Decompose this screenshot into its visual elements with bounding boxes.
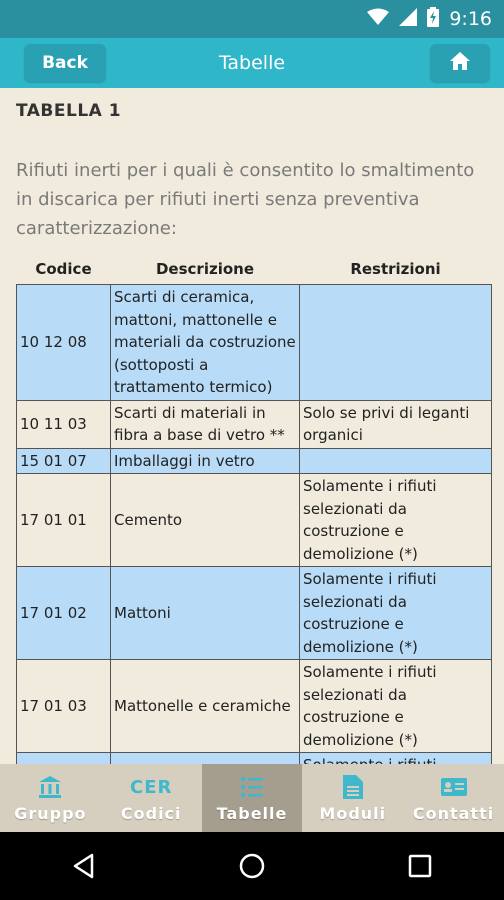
nav-item-tabelle[interactable] <box>202 764 303 832</box>
page-title: Tabelle <box>218 52 286 74</box>
status-bar <box>0 0 504 38</box>
cell-descrizione: Mattonelle e ceramiche <box>111 660 300 753</box>
cell-restrizioni: Solamente i rifiuti selezionati da costruzione e demolizione (*) <box>300 474 492 567</box>
column-header-codice: Codice <box>35 260 92 278</box>
cell-descrizione: Cemento <box>111 474 300 567</box>
nav-label: Moduli <box>319 804 387 823</box>
cell-descrizione: Scarti di materiali in fibra a base di vetro ** <box>111 400 300 448</box>
list-icon <box>240 774 264 800</box>
nav-item-contatti[interactable] <box>403 764 504 832</box>
bank-icon <box>38 774 62 800</box>
nav-item-gruppo[interactable] <box>0 764 101 832</box>
table-row <box>17 285 492 401</box>
back-button[interactable]: Back <box>24 44 106 82</box>
table-header-row <box>17 254 492 285</box>
cell-restrizioni <box>300 448 492 474</box>
nav-item-codici[interactable] <box>101 764 202 832</box>
cell-codice: 15 01 07 <box>17 448 111 474</box>
battery-icon <box>427 7 439 32</box>
contact-card-icon <box>440 774 468 800</box>
cell-signal-icon <box>399 8 417 31</box>
clock: 9:16 <box>449 8 492 30</box>
table-row <box>17 448 492 474</box>
cell-descrizione: Imballaggi in vetro <box>111 448 300 474</box>
nav-label: Gruppo <box>14 804 87 823</box>
cell-restrizioni: Solo se privi di leganti organici <box>300 400 492 448</box>
cer-icon: CER <box>130 776 173 798</box>
table-row <box>17 660 492 753</box>
table-row <box>17 474 492 567</box>
cell-restrizioni: Solamente i rifiuti selezionati da costruzione e demolizione (*) <box>300 567 492 660</box>
table-row <box>17 567 492 660</box>
cell-codice: 17 01 02 <box>17 567 111 660</box>
nav-label: Contatti <box>412 804 495 823</box>
wifi-icon <box>367 8 389 31</box>
column-header-restrizioni: Restrizioni <box>350 260 441 278</box>
nav-label: Tabelle <box>216 804 288 823</box>
table-intro: Rifiuti inerti per i quali è consentito lo smaltimento in discarica per rifiuti inerti senza preventiva caratterizzazione: <box>16 160 475 239</box>
back-triangle-icon[interactable] <box>54 846 114 886</box>
bottom-navigation <box>0 764 504 832</box>
table-row <box>17 400 492 448</box>
column-header-descrizione: Descrizione <box>155 260 254 278</box>
cell-descrizione: Scarti di ceramica, mattoni, mattonelle e materiali da costruzione (sottoposti a trattamento termico) <box>111 285 300 401</box>
waste-table <box>16 254 492 779</box>
cell-codice: 10 11 03 <box>17 400 111 448</box>
recents-square-icon[interactable] <box>390 846 450 886</box>
cell-restrizioni: Solamente i rifiuti selezionati da costruzione e demolizione (*) <box>300 660 492 753</box>
table-heading: TABELLA 1 <box>16 101 122 121</box>
home-button[interactable] <box>430 44 490 82</box>
document-icon <box>342 774 364 800</box>
system-navigation-bar <box>0 832 504 900</box>
cell-descrizione: Mattoni <box>111 567 300 660</box>
cell-codice: 17 01 01 <box>17 474 111 567</box>
cell-codice: 10 12 08 <box>17 285 111 401</box>
cell-restrizioni <box>300 285 492 401</box>
home-icon <box>449 51 471 75</box>
nav-item-moduli[interactable] <box>302 764 403 832</box>
app-bar <box>0 38 504 88</box>
nav-label: Codici <box>120 804 182 823</box>
content-area[interactable] <box>0 88 504 764</box>
cell-codice: 17 01 03 <box>17 660 111 753</box>
home-circle-icon[interactable] <box>222 846 282 886</box>
